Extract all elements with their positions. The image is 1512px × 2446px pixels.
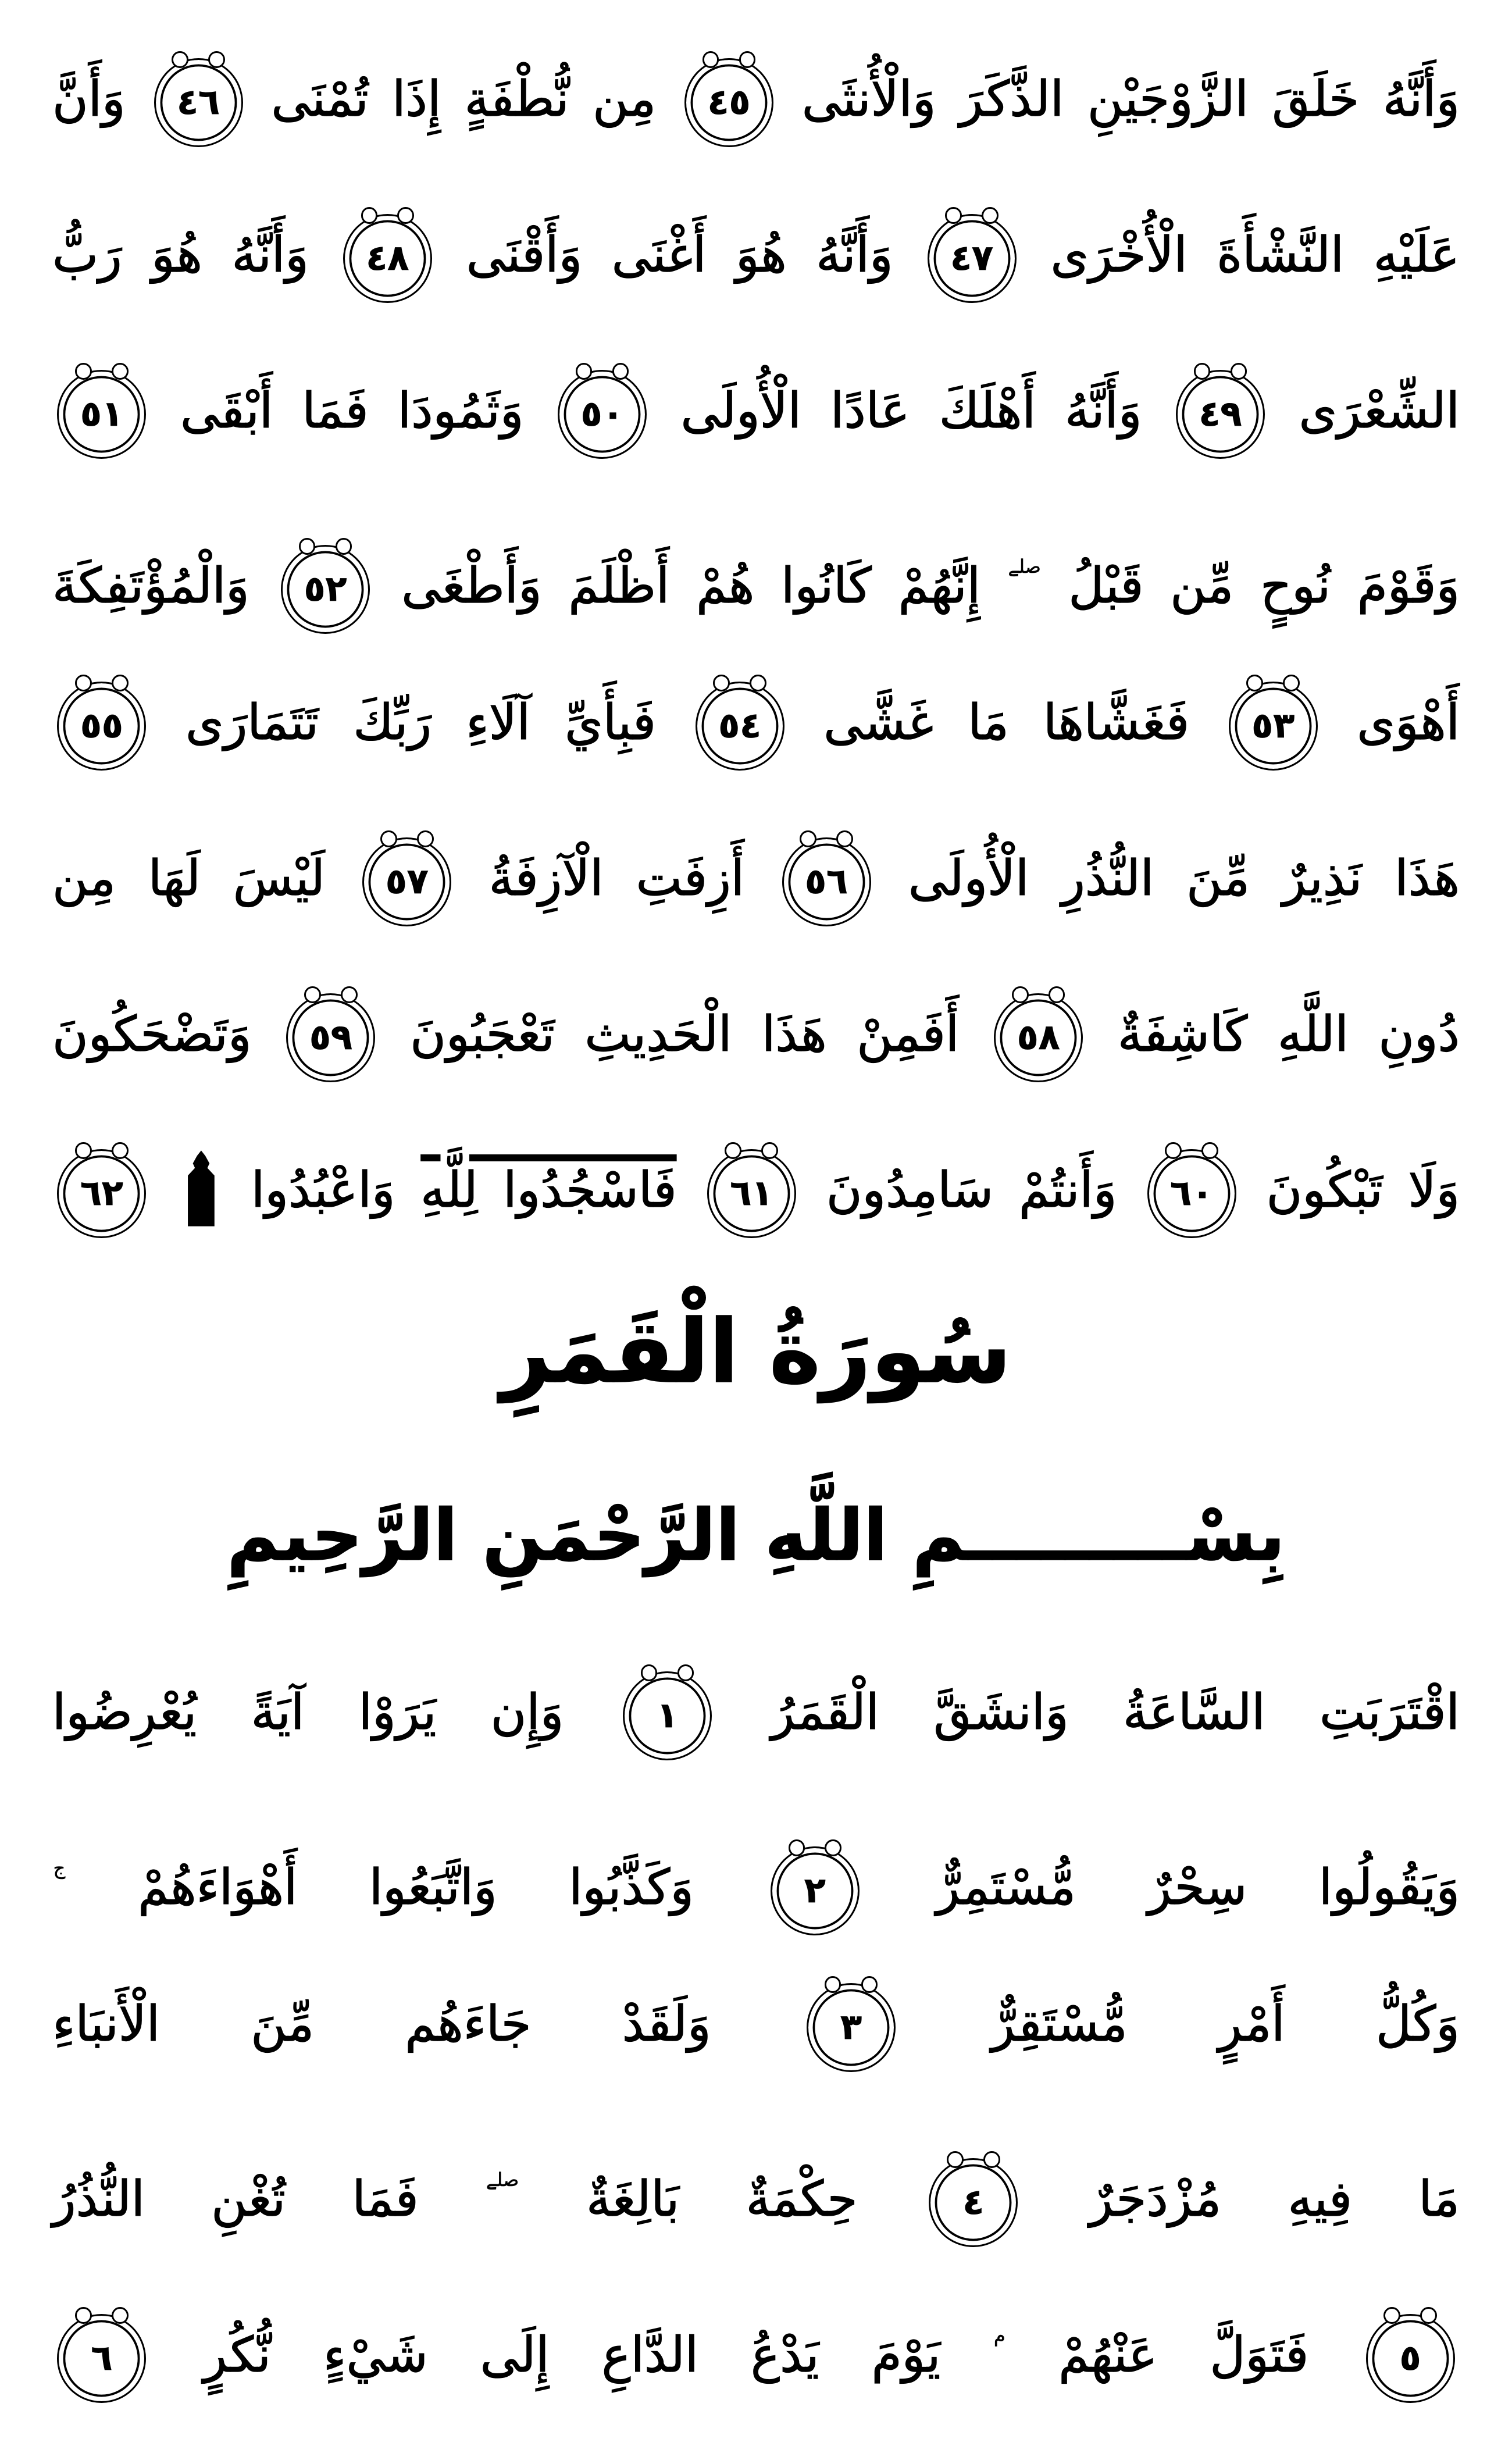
ayah-number-marker xyxy=(1366,2314,1455,2403)
ayah-number-marker xyxy=(343,214,432,303)
ayah-line xyxy=(52,800,1460,956)
ayah-number: ٢ xyxy=(804,1870,826,1911)
ayah-number-marker xyxy=(154,58,243,147)
ayah-text: فَتَوَلَّ عَنْهُمْ xyxy=(1058,2326,1309,2384)
ayah-text: وَثَمُودَا فَمَا أَبْقَى xyxy=(180,382,524,439)
sajdah-icon xyxy=(180,1150,222,1226)
ayah-text: وَالْمُؤْتَفِكَةَ xyxy=(52,557,249,615)
ayah-text: وَلَا تَبْكُونَ xyxy=(1266,1161,1460,1218)
ayah-text: وَتَضْحَكُونَ xyxy=(52,1006,252,1062)
ayah-number: ٥٩ xyxy=(309,1017,352,1058)
ayah-number-marker xyxy=(684,58,773,147)
waqf-mark: صلے xyxy=(486,2169,519,2191)
ayah-number-marker xyxy=(281,545,370,634)
ayah-text: فَغَشَّاهَا مَا غَشَّى xyxy=(823,694,1190,751)
ayah-text: دُونِ اللَّهِ كَاشِفَةٌ xyxy=(1118,1006,1460,1062)
ayah-text: حِكْمَةٌ بَالِغَةٌ xyxy=(586,2170,858,2228)
ayah-line xyxy=(52,177,1460,333)
ayah-text: وَأَنَّهُ هُوَ أَغْنَى وَأَقْنَى xyxy=(466,226,893,283)
ayah-line xyxy=(52,956,1460,1112)
ayah-number-marker xyxy=(57,1149,146,1238)
ayah-text: وَكُلُّ أَمْرٍ مُّسْتَقِرٌّ xyxy=(991,1995,1460,2052)
ayah-text: عَلَيْهِ النَّشْأَةَ الْأُخْرَى xyxy=(1050,226,1460,283)
ayah-text: وَإِن يَرَوْا آيَةً يُعْرِضُوا xyxy=(52,1684,564,1741)
ayah-number-marker xyxy=(1147,1149,1236,1238)
ayah-number-marker xyxy=(57,2314,146,2403)
waqf-mark: صلے xyxy=(1008,555,1041,577)
ayah-line xyxy=(52,2258,1460,2413)
ayah-number-marker xyxy=(928,214,1017,303)
ayah-number: ٣ xyxy=(840,2006,862,2048)
ayah-number-marker xyxy=(707,1149,796,1238)
ayah-number: ٦ xyxy=(91,2337,113,2379)
ayah-text: يَوْمَ يَدْعُ الدَّاعِ إِلَى شَيْءٍ نُّكُرٍ xyxy=(203,2326,941,2384)
ayah-number-marker xyxy=(807,1983,896,2072)
waqf-mark: ج xyxy=(53,1857,66,1879)
ayah-number-marker xyxy=(696,682,784,771)
ayah-text: أَفَمِنْ هَذَا الْحَدِيثِ تَعْجَبُونَ xyxy=(410,1006,960,1062)
ayah-number-marker xyxy=(929,2158,1018,2247)
ayah-number-marker xyxy=(1229,682,1318,771)
ayah-number-marker xyxy=(623,1671,712,1760)
ayah-text: مَا فِيهِ مُزْدَجَرٌ xyxy=(1089,2170,1460,2228)
ayah-number-marker xyxy=(782,837,871,926)
ayah-number: ٤٩ xyxy=(1199,393,1242,434)
ayah-number-marker xyxy=(57,682,146,771)
ayah-number-marker xyxy=(994,993,1083,1082)
ayah-text: إِنَّهُمْ كَانُوا هُمْ أَظْلَمَ وَأَطْغَى xyxy=(401,557,981,615)
surah-title-line: سُورَةُ الْقَمَرِ xyxy=(500,1302,1012,1403)
ayah-text: وَقَوْمَ نُوحٍ مِّن قَبْلُ xyxy=(1068,557,1460,615)
ayah-text: وَأَنَّ xyxy=(52,70,126,127)
ayah-text: أَهْوَى xyxy=(1357,694,1460,751)
ayah-text: الشِّعْرَى xyxy=(1299,382,1460,439)
ayah-line xyxy=(52,1634,1460,1790)
ayah-number: ٥٨ xyxy=(1017,1017,1060,1058)
ayah-number-marker xyxy=(57,370,146,459)
ayah-number: ٥٤ xyxy=(718,705,762,746)
ayah-text: أَزِفَتِ الْآزِفَةُ xyxy=(488,850,745,907)
ayah-line xyxy=(52,333,1460,489)
ayah-number: ٥١ xyxy=(80,393,123,434)
ayah-text: اقْتَرَبَتِ السَّاعَةُ وَانشَقَّ الْقَمَرُ xyxy=(771,1684,1460,1741)
ayah-line xyxy=(52,1112,1460,1268)
ayah-text: لَيْسَ لَهَا مِن xyxy=(52,850,325,907)
ayah-number: ٥٠ xyxy=(580,393,624,434)
ayah-line xyxy=(52,489,1460,644)
ayah-line xyxy=(52,1946,1460,2102)
ayah-number: ٤ xyxy=(962,2181,985,2223)
ayah-number: ٤٥ xyxy=(707,81,751,123)
ayah-line xyxy=(52,21,1460,177)
ayah-number: ٥٥ xyxy=(80,705,123,746)
ayah-text: فَاسْجُدُوا لِلَّهِ xyxy=(420,1161,677,1218)
ayah-number-marker xyxy=(771,1846,860,1935)
ayah-number-marker xyxy=(362,837,451,926)
ayah-text: فَمَا تُغْنِ النُّذُرُ xyxy=(52,2170,419,2228)
ayah-text: وَيَقُولُوا سِحْرٌ مُّسْتَمِرٌّ xyxy=(936,1859,1460,1916)
ayah-text: هَذَا نَذِيرٌ مِّنَ النُّذُرِ الْأُولَى xyxy=(908,850,1460,907)
ayah-number: ٦٠ xyxy=(1170,1172,1213,1214)
ayah-line xyxy=(52,2102,1460,2258)
ayah-number: ٥٦ xyxy=(805,861,848,902)
ayah-number-marker xyxy=(1176,370,1265,459)
ayah-number-marker xyxy=(286,993,375,1082)
ayah-number-marker xyxy=(558,370,647,459)
ayah-number: ٤٧ xyxy=(950,237,993,279)
ayah-number: ٥ xyxy=(1399,2337,1421,2379)
ayah-text: وَأَنَّهُ هُوَ رَبُّ xyxy=(52,226,309,283)
ayah-text: وَكَذَّبُوا وَاتَّبَعُوا أَهْوَاءَهُمْ xyxy=(138,1859,694,1916)
ayah-line xyxy=(52,644,1460,800)
ayah-text: وَأَنَّهُ أَهْلَكَ عَادًا الْأُولَى xyxy=(680,382,1142,439)
ayah-number: ٥٣ xyxy=(1251,705,1295,746)
ayah-text: وَاعْبُدُوا xyxy=(251,1161,395,1218)
ayah-line xyxy=(52,1790,1460,1946)
ayah-text: وَأَنتُمْ سَامِدُونَ xyxy=(826,1161,1117,1218)
ayah-text: مِن نُّطْفَةٍ إِذَا تُمْنَى xyxy=(271,70,657,127)
ayah-text: فَبِأَيِّ آلَاءِ رَبِّكَ تَتَمَارَى xyxy=(185,694,657,751)
ayah-number: ٥٢ xyxy=(304,568,347,609)
ayah-text: وَأَنَّهُ خَلَقَ الزَّوْجَيْنِ الذَّكَرَ وَالْأُنثَى xyxy=(801,70,1460,127)
ayah-number: ٥٧ xyxy=(385,861,429,902)
bismillah-line: بِسْـــــــــمِ اللَّهِ الرَّحْمَنِ الرَّحِيمِ xyxy=(227,1494,1285,1577)
ayah-number: ٤٦ xyxy=(177,81,220,123)
ayah-text: وَلَقَدْ جَاءَهُم مِّنَ الْأَنبَاءِ xyxy=(52,1995,711,2052)
ayah-number: ٦٢ xyxy=(80,1172,123,1214)
ayah-number: ٦١ xyxy=(730,1172,773,1214)
ayah-number: ٤٨ xyxy=(366,237,409,279)
waqf-mark: م xyxy=(993,2324,1005,2347)
ayah-number: ١ xyxy=(657,1695,678,1736)
